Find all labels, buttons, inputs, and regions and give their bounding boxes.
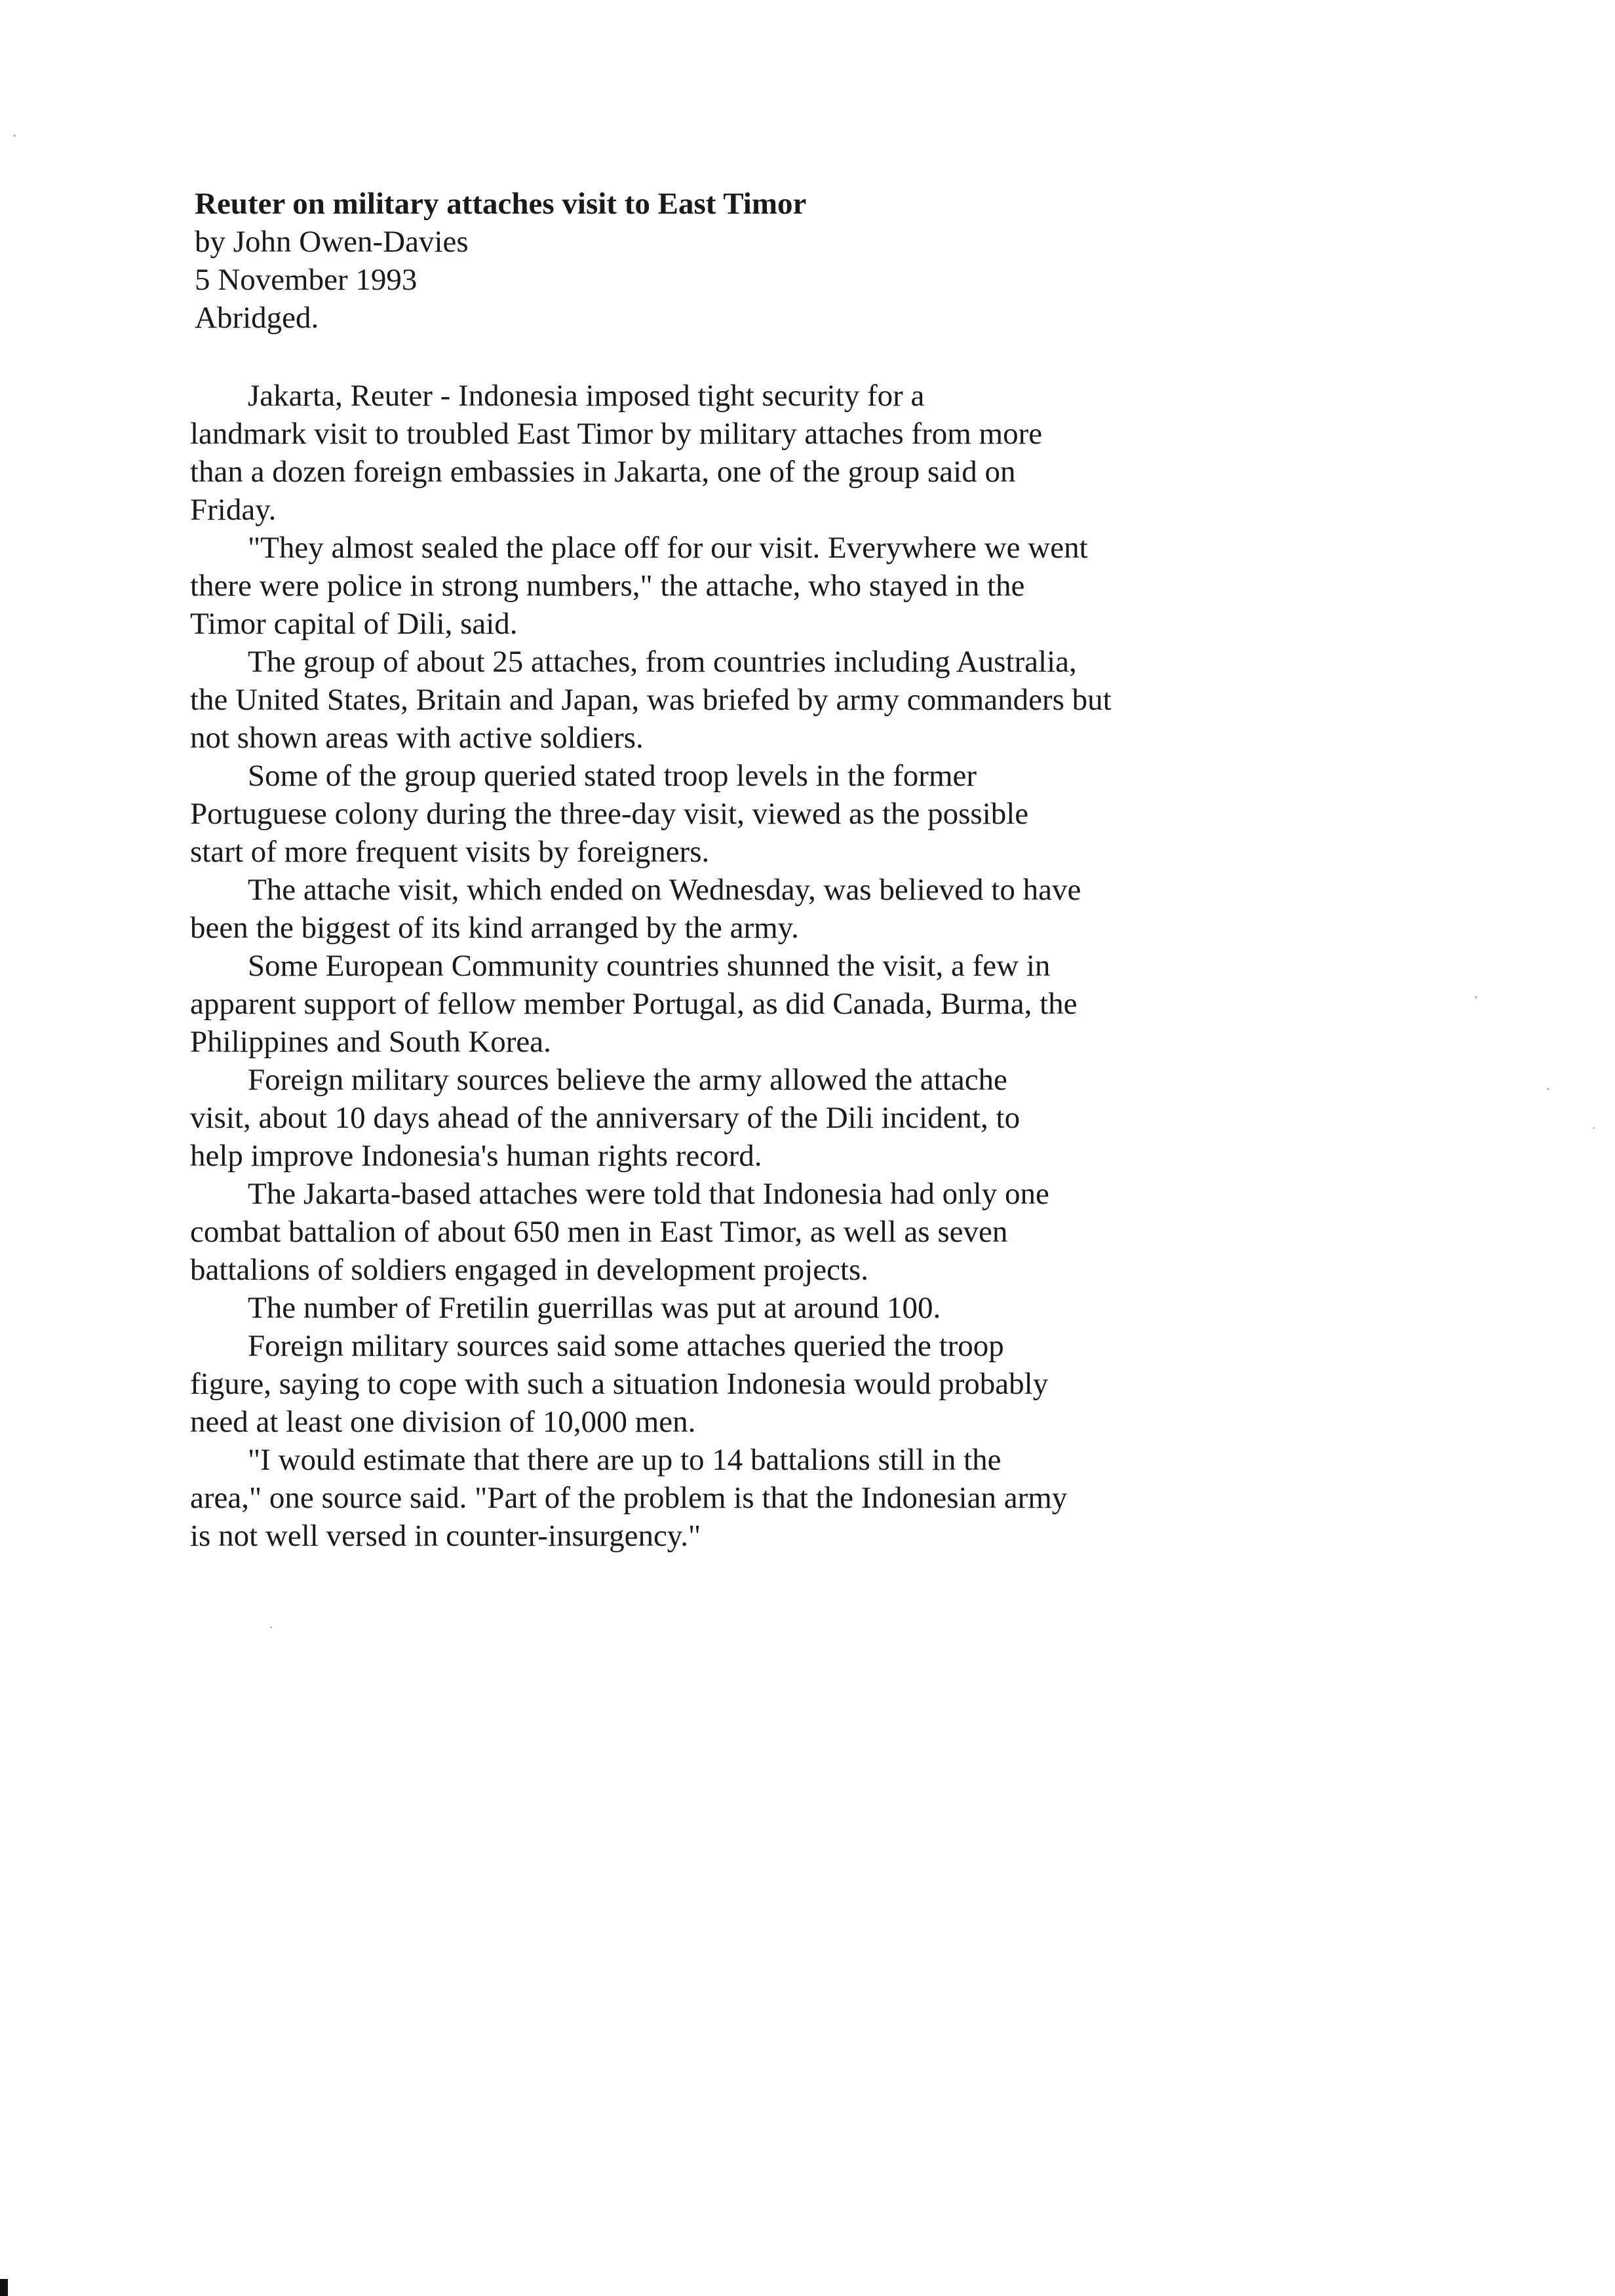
paragraph-line: The Jakarta-based attaches were told that Indonesia had only one <box>248 1177 1049 1211</box>
article-note: Abridged. <box>195 301 319 335</box>
article-paragraph <box>190 871 1370 947</box>
article-header <box>195 185 1440 337</box>
article-byline: by John Owen-Davies <box>195 225 469 259</box>
paragraph-line: is not well versed in counter-insurgency." <box>190 1519 701 1553</box>
paragraph-line: landmark visit to troubled East Timor by military attaches from more <box>190 417 1043 451</box>
paragraph-line: start of more frequent visits by foreigners. <box>190 835 710 869</box>
scan-edge-mark <box>0 2279 8 2296</box>
paragraph-line: Foreign military sources said some attaches queried the troop <box>248 1329 1004 1363</box>
scan-speck <box>270 1626 272 1628</box>
article-body <box>190 377 1370 1555</box>
scan-speck <box>1475 996 1477 999</box>
article-paragraph <box>190 529 1370 643</box>
paragraph-line: the United States, Britain and Japan, was briefed by army commanders but <box>190 683 1112 717</box>
article-paragraph <box>190 1289 1370 1327</box>
article-paragraph <box>190 947 1370 1061</box>
article-title: Reuter on military attaches visit to East Timor <box>195 187 807 221</box>
article-paragraph <box>190 1327 1370 1441</box>
paragraph-line: battalions of soldiers engaged in development projects. <box>190 1253 869 1287</box>
paragraph-line: need at least one division of 10,000 men. <box>190 1405 696 1439</box>
scan-speck <box>1547 1088 1549 1090</box>
paragraph-line: The number of Fretilin guerrillas was put at around 100. <box>248 1291 941 1325</box>
paragraph-line: area," one source said. "Part of the problem is that the Indonesian army <box>190 1481 1068 1515</box>
paragraph-line: help improve Indonesia's human rights record. <box>190 1139 762 1173</box>
article-paragraph <box>190 1175 1370 1289</box>
paragraph-line: apparent support of fellow member Portugal, as did Canada, Burma, the <box>190 987 1078 1021</box>
scan-speck <box>1593 1127 1595 1129</box>
paragraph-line: figure, saying to cope with such a situation Indonesia would probably <box>190 1367 1049 1401</box>
paragraph-line: not shown areas with active soldiers. <box>190 721 644 755</box>
paragraph-line: "They almost sealed the place off for our visit. Everywhere we went <box>248 531 1088 565</box>
article-paragraph <box>190 643 1370 757</box>
paragraph-line: Jakarta, Reuter - Indonesia imposed tight security for a <box>248 379 925 413</box>
paragraph-line: combat battalion of about 650 men in East Timor, as well as seven <box>190 1215 1008 1249</box>
paragraph-line: Friday. <box>190 493 277 527</box>
paragraph-line: Timor capital of Dili, said. <box>190 607 518 641</box>
paragraph-line: Portuguese colony during the three-day visit, viewed as the possible <box>190 797 1029 831</box>
article-paragraph <box>190 1061 1370 1175</box>
paragraph-line: been the biggest of its kind arranged by the army. <box>190 911 799 945</box>
article-paragraph <box>190 757 1370 871</box>
paragraph-line: than a dozen foreign embassies in Jakarta, one of the group said on <box>190 455 1016 489</box>
article-paragraph <box>190 1441 1370 1555</box>
paragraph-line: Philippines and South Korea. <box>190 1025 551 1059</box>
paragraph-line: Some of the group queried stated troop levels in the former <box>248 759 977 793</box>
article-date: 5 November 1993 <box>195 263 418 297</box>
paragraph-line: Foreign military sources believe the army allowed the attache <box>248 1063 1007 1097</box>
paragraph-line: The attache visit, which ended on Wednesday, was believed to have <box>248 873 1081 907</box>
paragraph-line: there were police in strong numbers," the attache, who stayed in the <box>190 569 1025 603</box>
paragraph-line: The group of about 25 attaches, from countries including Australia, <box>248 645 1077 679</box>
paragraph-line: "I would estimate that there are up to 14 battalions still in the <box>248 1443 1002 1477</box>
scan-speck <box>13 134 16 137</box>
article-paragraph <box>190 377 1370 529</box>
paragraph-line: visit, about 10 days ahead of the anniversary of the Dili incident, to <box>190 1101 1021 1135</box>
paragraph-line: Some European Community countries shunned the visit, a few in <box>248 949 1051 983</box>
